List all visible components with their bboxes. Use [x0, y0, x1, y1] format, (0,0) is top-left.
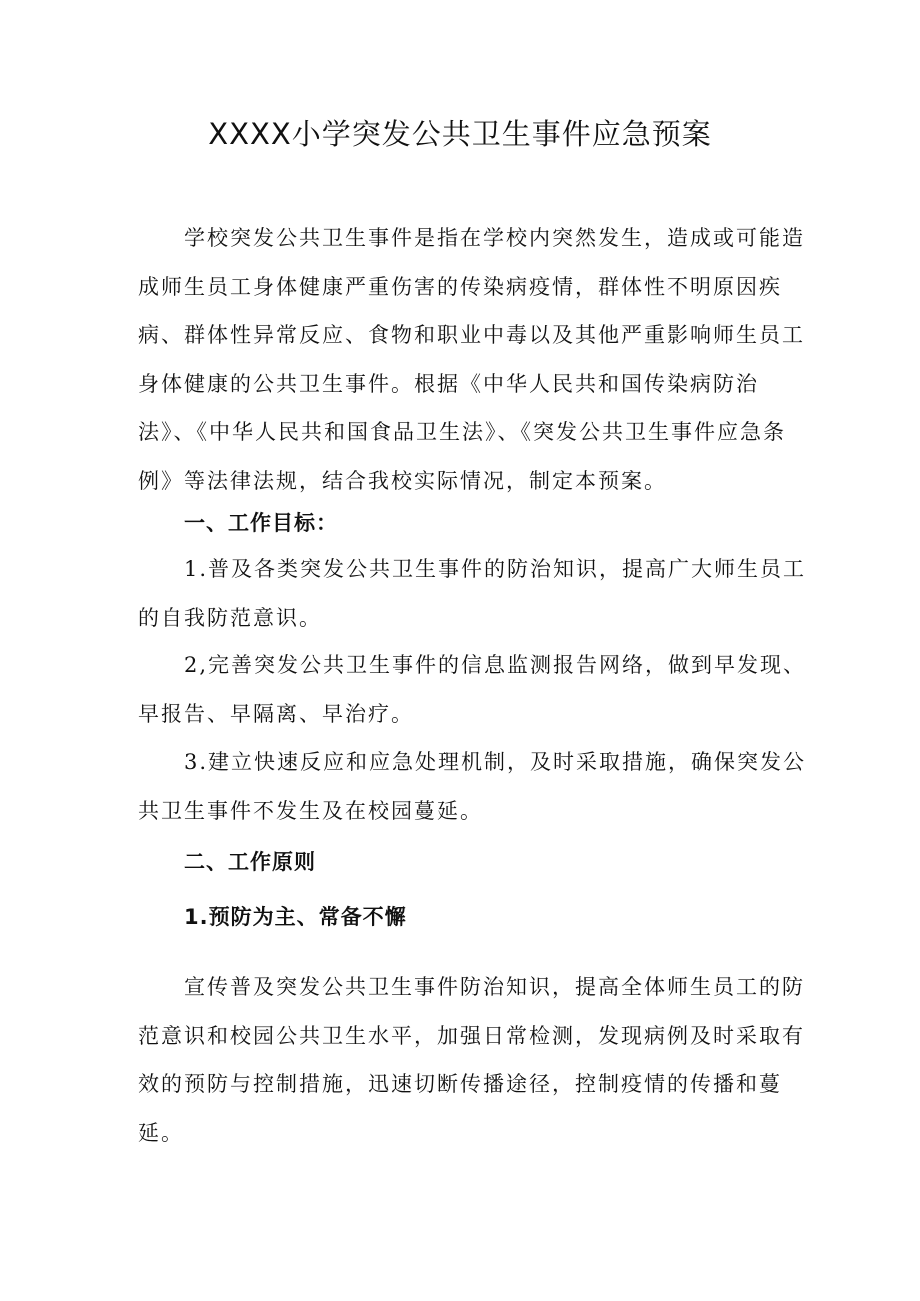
section-heading-principles: 二、工作原则 — [184, 850, 316, 874]
principle-heading-prevention: 1.预防为主、常备不懈 — [184, 905, 407, 929]
intro-paragraph: 学校突发公共卫生事件是指在学校内突然发生，造成或可能造成师生员工身体健康严重伤害的传染病疫情，群体性不明原因疾病、群体性异常反应、食物和职业中毒以及其他严重影响师生员工身体健康的公共卫生事件。根据《中华人民共和国传染病防治法》、《中华人民共和国食品卫生法》、《突发公共卫生事件应急条例》等法律法规，结合我校实际情况，制定本预案。 — [138, 226, 805, 493]
goal-item-1: 1.普及各类突发公共卫生事件的防治知识，提高广大师生员工的自我防范意识。 — [138, 557, 807, 630]
principle-prevention-paragraph: 宣传普及突发公共卫生事件防治知识，提高全体师生员工的防范意识和校园公共卫生水平，加强日常检测，发现病例及时采取有效的预防与控制措施，迅速切断传播途径，控制疫情的传播和蔓延。 — [138, 975, 805, 1145]
section-heading-goals: 一、工作目标： — [184, 511, 338, 535]
document-title: XXXX小学突发公共卫生事件应急预案 — [208, 117, 712, 151]
goal-item-3: 3.建立快速反应和应急处理机制，及时采取措施，确保突发公共卫生事件不发生及在校园蔓延。 — [138, 750, 807, 823]
goal-item-2: 2,完善突发公共卫生事件的信息监测报告网络，做到早发现、早报告、早隔离、早治疗。 — [138, 653, 807, 726]
